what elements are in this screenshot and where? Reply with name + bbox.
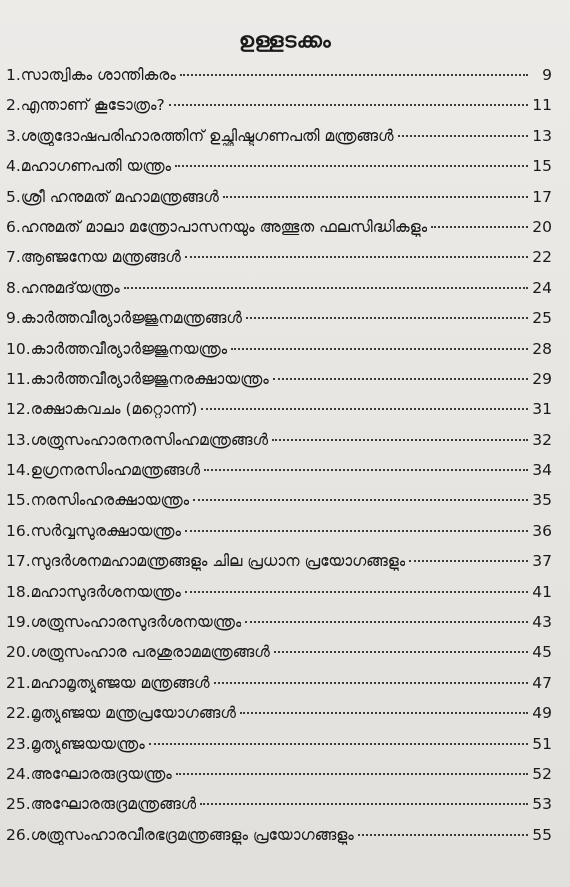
toc-entry-title: 10.കാർത്തവീര്യാർജ്ജുനയന്ത്രം <box>6 339 228 358</box>
toc-entry <box>6 461 552 491</box>
toc-page-number: 22 <box>532 248 552 267</box>
toc-entry-title: 2.എന്താണ് കൂടോത്രം? <box>6 96 165 115</box>
toc-page-number: 35 <box>532 491 552 510</box>
toc-entry-title: 17.സുദർശനമഹാമന്ത്രങ്ങളും ചില പ്രധാന പ്രയോഗങ്ങളും <box>6 552 406 571</box>
dot-leader <box>149 743 528 745</box>
toc-page-number: 36 <box>532 521 552 540</box>
toc-entry <box>6 674 552 704</box>
toc-page-number: 32 <box>532 430 552 449</box>
dot-leader <box>398 135 528 137</box>
dot-leader <box>175 165 528 167</box>
toc-entry <box>6 765 552 795</box>
toc-entry-title: 14.ഉഗ്രനരസിംഹമന്ത്രങ്ങൾ <box>6 461 201 480</box>
toc-entry-title: 8.ഹനുമദ്‌യന്ത്രം <box>6 278 120 297</box>
toc-page-number: 24 <box>532 278 552 297</box>
toc-entry <box>6 735 552 765</box>
dot-leader <box>358 834 528 836</box>
dot-leader <box>185 530 528 532</box>
toc-page-number: 28 <box>532 339 552 358</box>
toc-entry-title: 20.ശത്രുസംഹാര പരശുരാമമന്ത്രങ്ങൾ <box>6 643 270 662</box>
toc-entry-title: 6.ഹനുമത് മാലാ മന്ത്രോപാസനയും അത്ഭുത ഫലസിദ്ധികളും <box>6 217 428 236</box>
toc-entry-title: 21.മഹാമൃത്യുഞ്ജയ മന്ത്രങ്ങൾ <box>6 673 210 692</box>
toc-entry-title: 24.അഘോരരുദ്രയന്ത്രം <box>6 764 172 783</box>
toc-page-number: 49 <box>532 704 552 723</box>
toc-entry <box>6 704 552 734</box>
dot-leader <box>214 682 528 684</box>
toc-page-number: 17 <box>532 187 552 206</box>
toc-page-number: 37 <box>532 552 552 571</box>
dot-leader <box>409 560 528 562</box>
toc-page-number: 51 <box>532 734 552 753</box>
toc-entry-title: 13.ശത്രുസംഹാരനരസിംഹമന്ത്രങ്ങൾ <box>6 430 269 449</box>
table-of-contents <box>6 66 552 856</box>
dot-leader <box>180 74 528 76</box>
toc-page-number: 45 <box>532 643 552 662</box>
dot-leader <box>245 621 528 623</box>
toc-entry <box>6 370 552 400</box>
toc-entry <box>6 340 552 370</box>
dot-leader <box>201 408 528 410</box>
toc-entry <box>6 613 552 643</box>
dot-leader <box>169 104 528 106</box>
dot-leader <box>272 439 528 441</box>
dot-leader <box>204 469 528 471</box>
toc-entry <box>6 522 552 552</box>
toc-entry <box>6 66 552 96</box>
dot-leader <box>431 226 528 228</box>
toc-entry-title: 3.ശത്രുദോഷപരിഹാരത്തിന് ഉച്ഛിഷ്ടഗണപതി മന്ത്രങ്ങൾ <box>6 126 394 145</box>
toc-page-number: 47 <box>532 673 552 692</box>
toc-entry-title: 25.അഘോരരുദ്രമന്ത്രങ്ങൾ <box>6 795 197 814</box>
toc-entry-title: 7.ആഞ്ജനേയ മന്ത്രങ്ങൾ <box>6 248 181 267</box>
dot-leader <box>193 499 528 501</box>
toc-entry-title: 11.കാർത്തവീര്യാർജ്ജുനരക്ഷായന്ത്രം <box>6 369 269 388</box>
toc-page-number: 55 <box>532 825 552 844</box>
toc-entry <box>6 96 552 126</box>
toc-entry-title: 23.മൃത്യുഞ്ജയയന്ത്രം <box>6 734 145 753</box>
toc-entry <box>6 309 552 339</box>
dot-leader <box>124 287 528 289</box>
toc-page-number: 41 <box>532 582 552 601</box>
toc-entry-title: 22.മൃത്യുഞ്ജയ മന്ത്രപ്രയോഗങ്ങൾ <box>6 704 236 723</box>
dot-leader <box>185 591 528 593</box>
toc-page-number: 34 <box>532 461 552 480</box>
dot-leader <box>240 712 528 714</box>
toc-entry <box>6 552 552 582</box>
toc-entry-title: 1.സാത്വികം ശാന്തികരം <box>6 66 176 84</box>
toc-entry-title: 12.രക്ഷാകവചം (മറ്റൊന്ന്) <box>6 400 198 419</box>
toc-entry <box>6 127 552 157</box>
toc-entry <box>6 188 552 218</box>
toc-page-number: 52 <box>532 764 552 783</box>
toc-entry <box>6 643 552 673</box>
toc-entry <box>6 583 552 613</box>
toc-entry-title: 5.ശ്രീ ഹനുമത് മഹാമന്ത്രങ്ങൾ <box>6 187 219 206</box>
dot-leader <box>200 803 528 805</box>
toc-page-number: 11 <box>532 96 552 115</box>
dot-leader <box>274 651 528 653</box>
toc-entry <box>6 826 552 856</box>
dot-leader <box>176 773 528 775</box>
toc-entry-title: 4.മഹാഗണപതി യന്ത്രം <box>6 157 172 176</box>
toc-entry-title: 26.ശത്രുസംഹാരവീരഭദ്രമന്ത്രങ്ങളും പ്രയോഗങ്ങളും <box>6 825 354 844</box>
toc-page-number: 29 <box>532 369 552 388</box>
toc-page-number: 31 <box>532 400 552 419</box>
toc-entry-title: 16.സർവ്വസുരക്ഷായന്ത്രം <box>6 521 181 540</box>
toc-entry <box>6 400 552 430</box>
toc-page-number: 20 <box>532 217 552 236</box>
toc-entry-title: 19.ശത്രുസംഹാരസുദർശനയന്ത്രം <box>6 613 242 632</box>
toc-page-number: 25 <box>532 309 552 328</box>
toc-page-number: 15 <box>532 157 552 176</box>
toc-entry <box>6 279 552 309</box>
page-title: ഉള്ളടക്കം <box>238 28 332 52</box>
toc-page-number: 53 <box>532 795 552 814</box>
toc-entry-title: 18.മഹാസുദർശനയന്ത്രം <box>6 582 181 601</box>
dot-leader <box>231 348 528 350</box>
toc-entry <box>6 795 552 825</box>
dot-leader <box>246 317 528 319</box>
toc-entry-title: 15.നരസിംഹരക്ഷായന്ത്രം <box>6 491 190 510</box>
toc-page-number: 13 <box>532 126 552 145</box>
toc-entry <box>6 157 552 187</box>
toc-page-number: 43 <box>532 613 552 632</box>
toc-entry <box>6 218 552 248</box>
toc-entry <box>6 491 552 521</box>
dot-leader <box>185 256 528 258</box>
toc-entry <box>6 248 552 278</box>
dot-leader <box>223 196 528 198</box>
dot-leader <box>273 378 528 380</box>
toc-page-number: 9 <box>542 66 552 84</box>
toc-entry-title: 9.കാർത്തവീര്യാർജ്ജുനമന്ത്രങ്ങൾ <box>6 309 242 328</box>
toc-entry <box>6 431 552 461</box>
